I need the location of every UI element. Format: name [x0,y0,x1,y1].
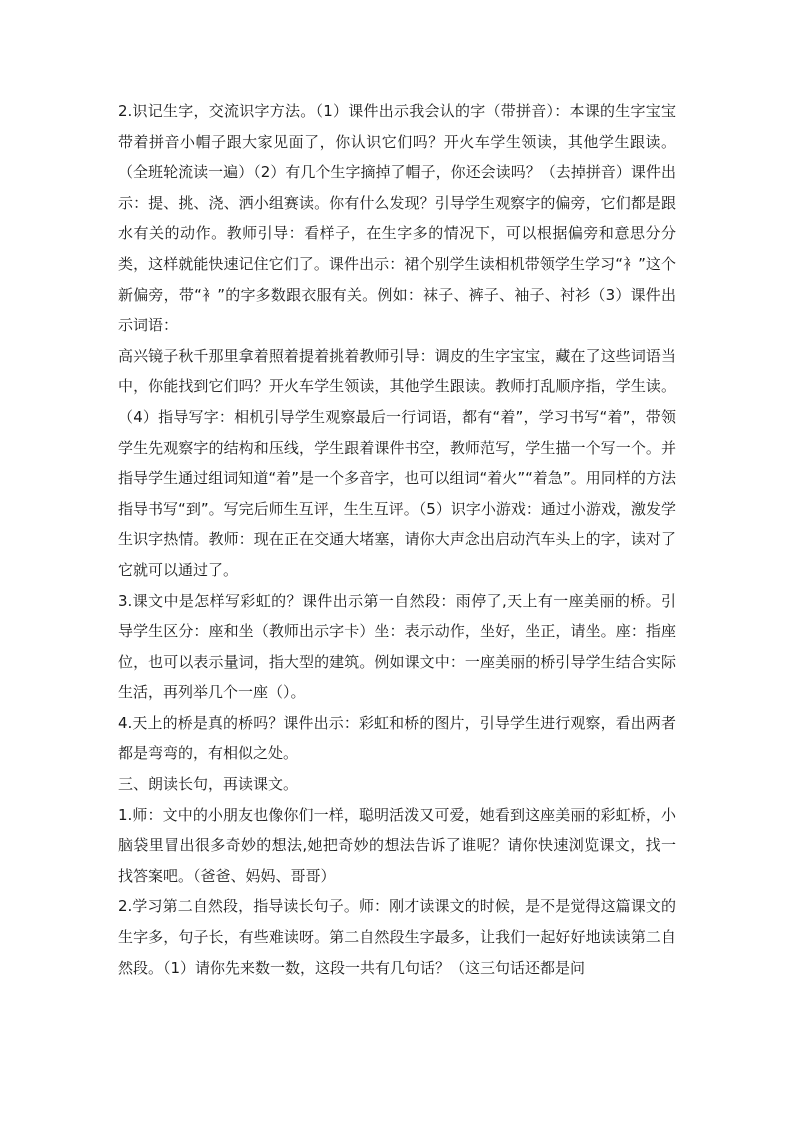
document-body [118,96,676,983]
paragraph-teacher-question: 1.师：文中的小朋友也像你们一样，聪明活泼又可爱，她看到这座美丽的彩虹桥，小脑袋里冒出很多奇妙的想法,她把奇妙的想法告诉了谁呢？请你快速浏览课文，找一找答案吧。（爸爸、妈妈、哥哥） [118,805,676,885]
paragraph-rainbow-description: 3.课文中是怎样写彩虹的？课件出示第一自然段：雨停了,天上有一座美丽的桥。引导学生区分：座和坐（教师出示字卡）坐：表示动作，坐好，坐正，请坐。座：指座位，也可以表示量词，指大型的建筑。例如课文中：一座美丽的桥引导学生结合实际生活，再列举几个一座（）。 [118,591,676,702]
paragraph-bridge-question: 4.天上的桥是真的桥吗？课件出示：彩虹和桥的图片，引导学生进行观察，看出两者都是弯弯的，有相似之处。 [118,713,676,763]
section-heading-reading: 三、朗读长句，再读课文。 [118,775,299,794]
paragraph-word-guidance: 高兴镜子秋千那里拿着照着提着挑着教师引导：调皮的生字宝宝，藏在了这些词语当中，你能找到它们吗？开火车学生领读，其他学生跟读。教师打乱顺序指，学生读。（4）指导写字：相机引导学生观察最后一行词语，都有“着”，学习书写“着”，带领学生先观察字的结构和压线，学生跟着课件书空，教师范写，学生描一个写一个。并指导学生通过组词知道“着”是一个多音字，也可以组词“着火”“着急”。用同样的方法指导书写“到”。写完后师生互评，生生互评。（5）识字小游戏：通过小游戏，激发学生识字热情。教师：现在正在交通大堵塞，请你大声念出启动汽车头上的字，读对了它就可以通过了。 [118,346,676,579]
paragraph-literacy-methods: 2.识记生字，交流识字方法。（1）课件出示我会认的字（带拼音）：本课的生字宝宝带着拼音小帽子跟大家见面了，你认识它们吗？开火车学生领读，其他学生跟读。（全班轮流读一遍）（2）有几个生字摘掉了帽子，你还会读吗？（去掉拼音）课件出示：提、挑、浇、洒小组赛读。你有什么发现？引导学生观察字的偏旁，它们都是跟水有关的动作。教师引导：看样子，在生字多的情况下，可以根据偏旁和意思分分类，这样就能快速记住它们了。课件出示：裙个别学生读相机带领学生学习“衤”这个新偏旁，带“衤”的字多数跟衣服有关。例如：袜子、裤子、袖子、衬衫（3）课件出示词语： [118,102,676,335]
paragraph-second-section: 2.学习第二自然段，指导读长句子。师：刚才读课文的时候，是不是觉得这篇课文的生字多，句子长，有些难读呀。第二自然段生字最多，让我们一起好好地读读第二自然段。（1）请你先来数一数，这段一共有几句话？（这三句话还都是问 [118,897,676,977]
